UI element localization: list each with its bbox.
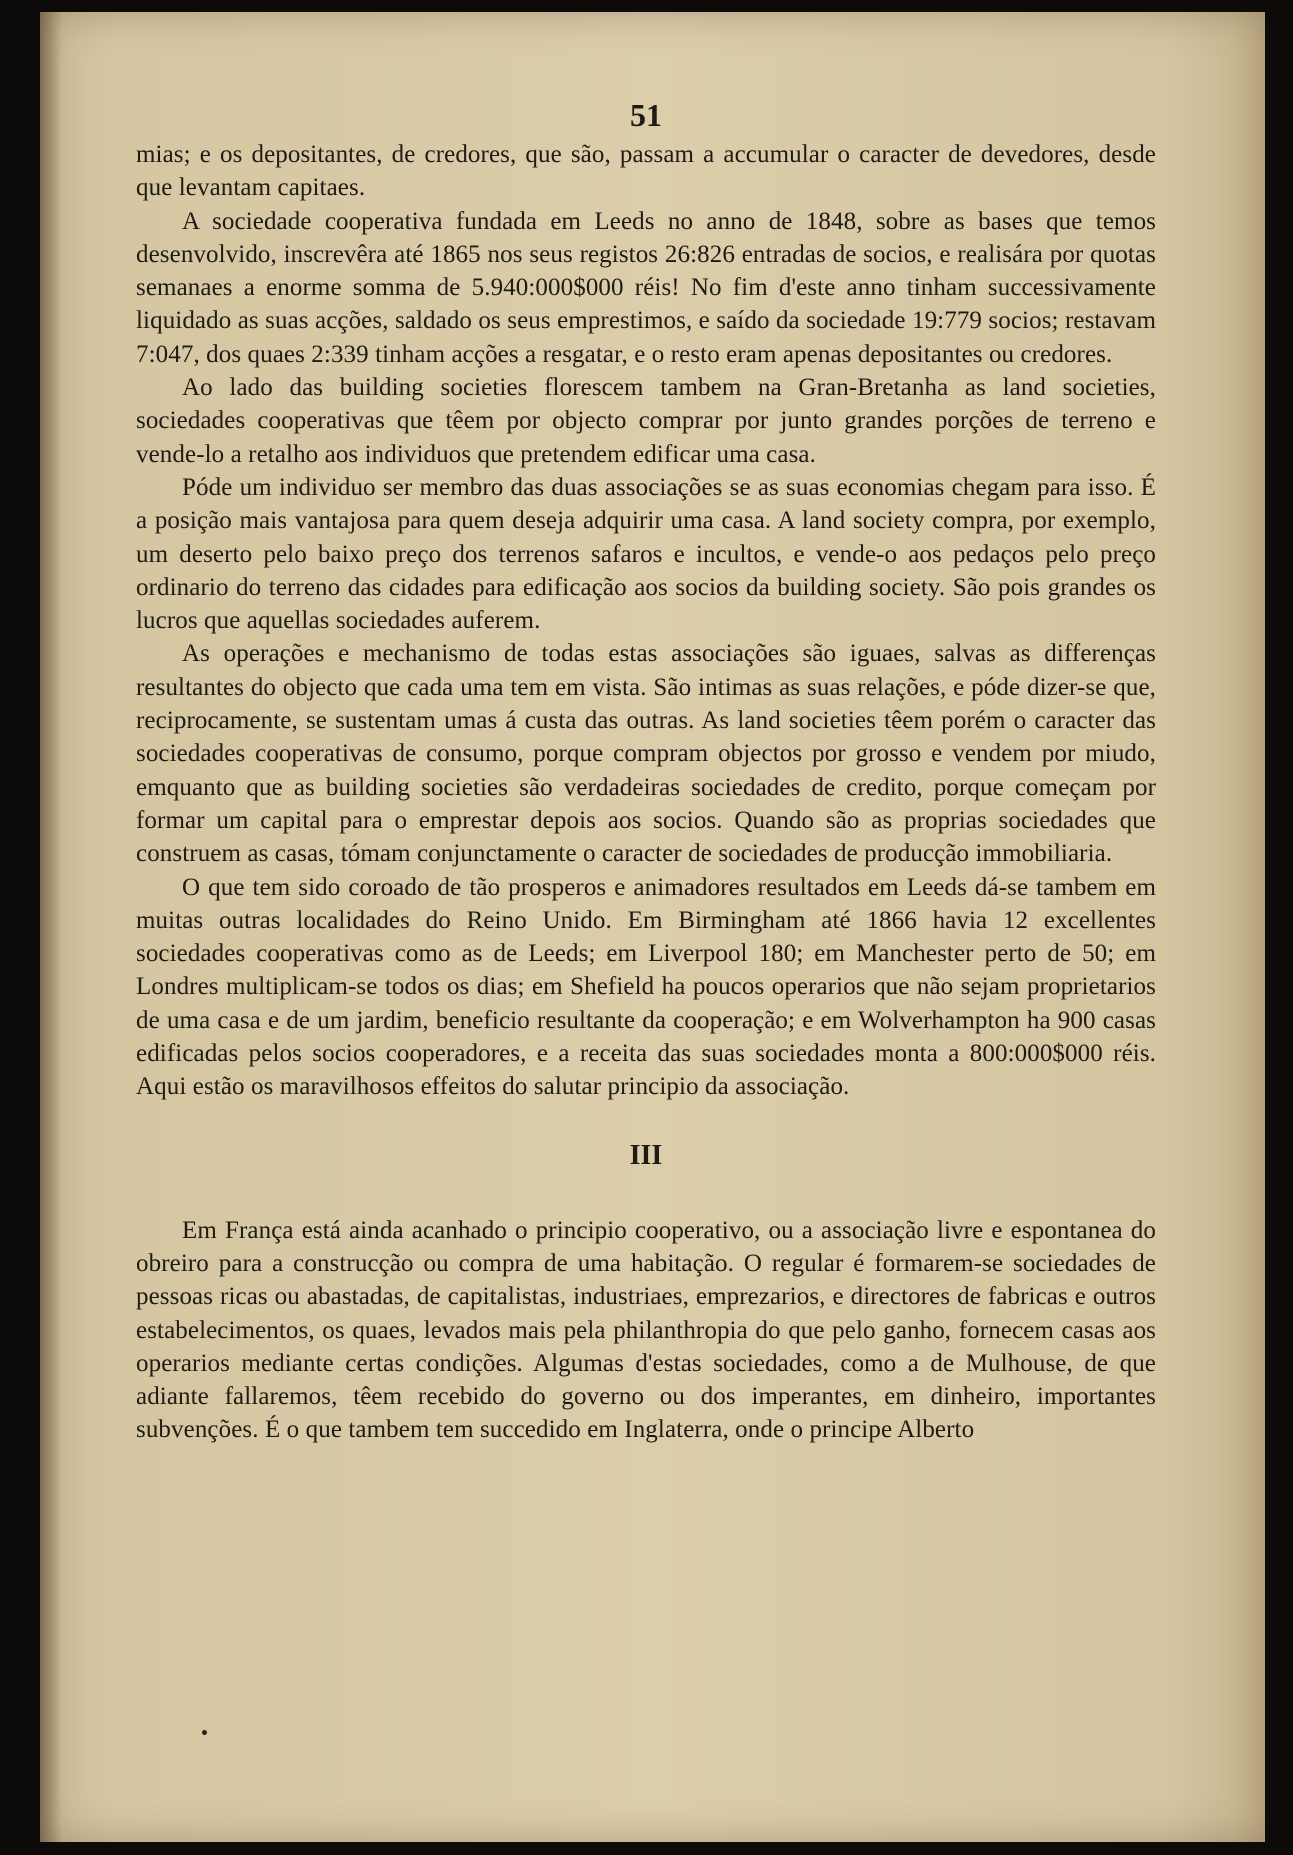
paragraph: Póde um individuo ser membro das duas associações se as suas economias chegam para isso. É a posição mais vantajosa para quem deseja adquirir uma casa. A land society compra, por exemplo, um deserto pelo baixo preço dos terrenos safaros e incultos, e vende-o aos pedaços pelo preço ordinario do terreno das cidades para edificação aos socios da building society. São pois grandes os lucros que aquellas sociedades auferem. [136,473,1156,635]
paragraph: As operações e mechanismo de todas estas associações são iguaes, salvas as differenças resultantes do objecto que cada uma tem em vista. São intimas as suas relações, e póde dizer-se que, reciprocamente, se sustentam umas á custa das outras. As land societies têem porém o caracter das sociedades cooperativas de consumo, porque compram objectos por grosso e vendem por miudo, emquanto que as building societies são verdadeiras sociedades de credito, porque começam por formar um capital para o emprestar depois aos socios. Quando são as proprias sociedades que construem as casas, tómam conjunctamente o caracter de sociedades de producção immobiliaria. [136,640,1156,868]
section-heading: III [629,1139,663,1171]
ink-speck [202,1730,207,1735]
paragraph: Em França está ainda acanhado o principio cooperativo, ou a associação livre e espontanea do obreiro para a construcção ou compra de uma habitação. O regular é formarem-se sociedades de pessoas ricas ou abastadas, de capitalistas, industriaes, emprezarios, e directores de fabricas e outros estabelecimentos, os quaes, levados mais pela philanthropia do que pelo ganho, fornecem casas aos operarios mediante certas condições. Algumas d'estas sociedades, como a de Mulhouse, de que adiante fallaremos, têem recebido do governo ou dos imperantes, em dinheiro, importantes subvenções. É o que tambem tem succedido em Inglaterra, onde o principe Alberto [136,1216,1156,1444]
paragraph: mias; e os depositantes, de credores, que são, passam a accumular o caracter de devedores, desde que levantam capitaes. [136,141,1156,202]
paragraph: Ao lado das building societies florescem tambem na Gran-Bretanha as land societies, sociedades cooperativas que têem por objecto comprar por junto grandes porções de terreno e vende-lo a retalho aos individuos que pretendem edificar uma casa. [136,374,1156,468]
paragraph: O que tem sido coroado de tão prosperos e animadores resultados em Leeds dá-se tambem em muitas outras localidades do Reino Unido. Em Birmingham até 1866 havia 12 excellentes sociedades cooperativas como as de Leeds; em Liverpool 180; em Manchester perto de 50; em Londres multiplicam-se todos os dias; em Shefield ha poucos operarios que não sejam proprietarios de uma casa e de um jardim, beneficio resultante da cooperação; e em Wolverhampton ha 900 casas edificadas pelos socios cooperadores, e a receita das suas sociedades monta a 800:000$000 réis. Aqui estão os maravilhosos effeitos do salutar principio da associação. [136,873,1156,1101]
paragraph: A sociedade cooperativa fundada em Leeds no anno de 1848, sobre as bases que temos desenvolvido, inscrevêra até 1865 nos seus registos 26:826 entradas de socios, e realisára por quotas semanaes a enorme somma de 5.940:000$000 réis! No fim d'este anno tinham successivamente liquidado as suas acções, saldado os seus emprestimos, e saído da sociedade 19:779 socios; restavam 7:047, dos quaes 2:339 tinham acções a resgatar, e o resto eram apenas depositantes ou credores. [136,207,1156,368]
page-number: 51 [630,97,662,133]
page-fold-shadow [40,12,62,1842]
page-text [136,92,1156,1447]
book-page [40,12,1265,1842]
